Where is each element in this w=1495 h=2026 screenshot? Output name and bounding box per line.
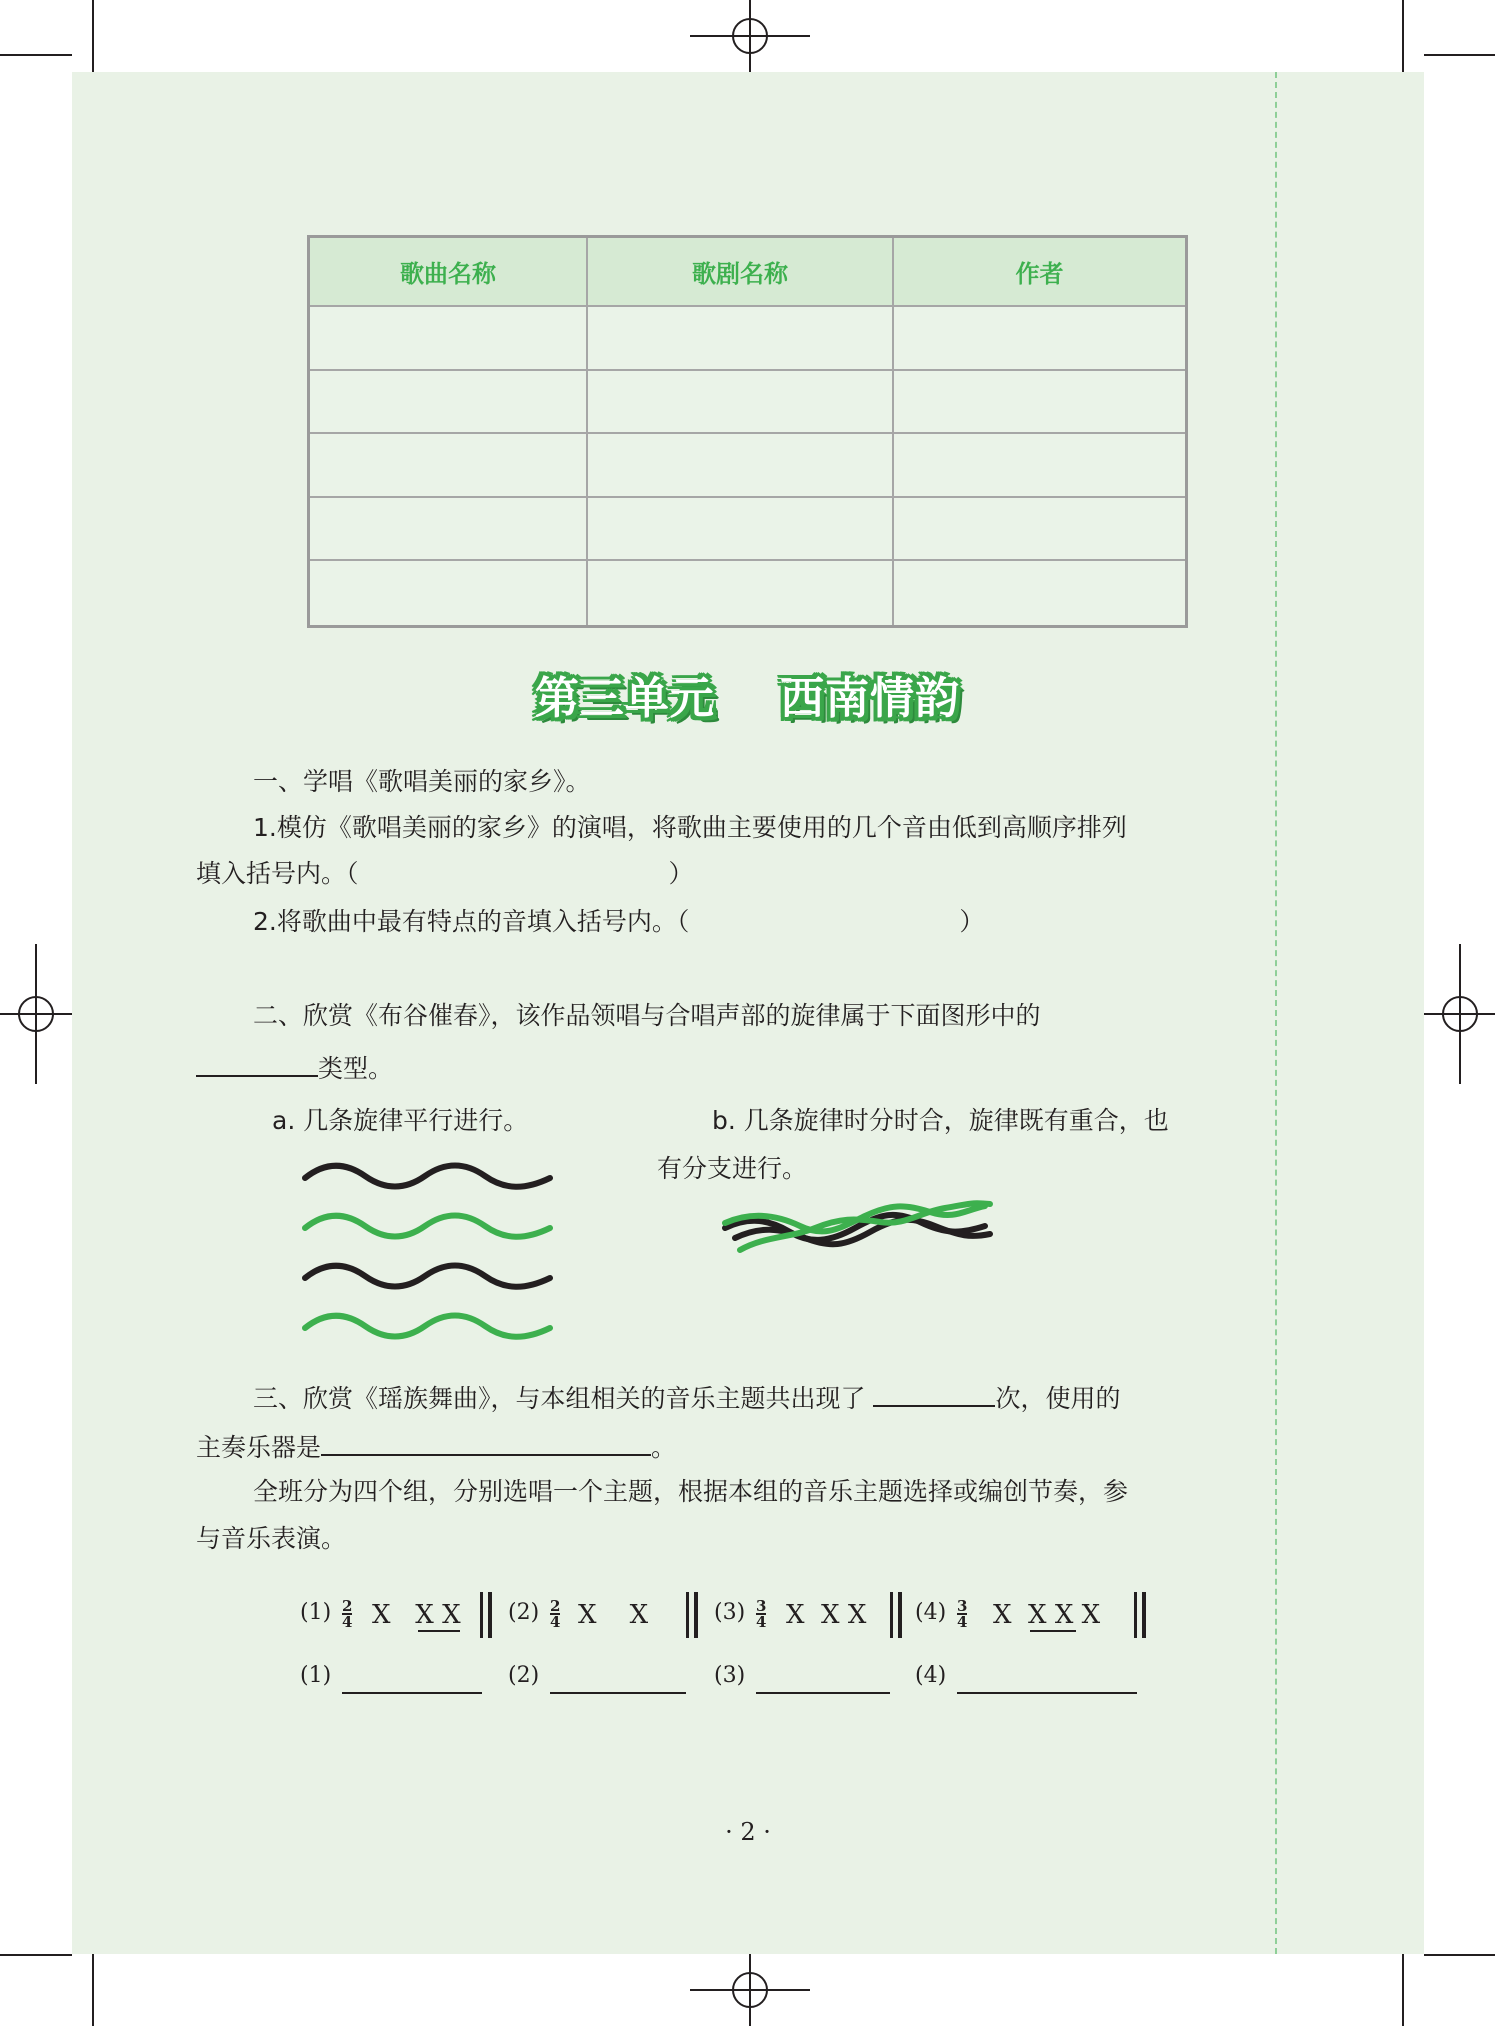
table-cell[interactable] bbox=[894, 561, 1185, 625]
crop-mark bbox=[1402, 1954, 1404, 2026]
table-cell[interactable] bbox=[310, 307, 588, 371]
barline bbox=[488, 1592, 492, 1638]
registration-mark-top bbox=[690, 0, 810, 72]
section1-q2 bbox=[253, 905, 984, 939]
section1-q1-line1: 1.模仿《歌唱美丽的家乡》的演唱，将歌曲主要使用的几个音由低到高顺序排列 bbox=[253, 813, 1127, 842]
option-a-text: a. 几条旋律平行进行。 bbox=[272, 1106, 529, 1135]
crop-mark bbox=[0, 54, 72, 56]
section2-blank[interactable] bbox=[196, 1049, 318, 1077]
table-cell[interactable] bbox=[894, 434, 1185, 498]
section1-q1-line2 bbox=[196, 857, 694, 891]
crop-mark bbox=[1402, 0, 1404, 72]
answer-label: (2) bbox=[508, 1663, 540, 1688]
converging-melody-figure bbox=[720, 1198, 1000, 1268]
q1-prefix: 填入括号内。（ bbox=[196, 859, 359, 888]
time-signature bbox=[756, 1599, 766, 1629]
beam bbox=[418, 1630, 460, 1632]
section2-suffix: 类型。 bbox=[318, 1054, 394, 1083]
barline bbox=[686, 1592, 689, 1638]
q1-suffix: ） bbox=[668, 859, 694, 888]
q2-suffix: ） bbox=[959, 907, 985, 936]
rhythm-notes: X X X X bbox=[993, 1600, 1101, 1630]
barline bbox=[694, 1592, 698, 1638]
instrument-suffix: 。 bbox=[651, 1433, 677, 1462]
rhythm-label: (3) bbox=[714, 1600, 746, 1625]
time-bottom: 4 bbox=[342, 1613, 353, 1631]
section2-heading-line1: 二、欣赏《布谷催春》，该作品领唱与合唱声部的旋律属于下面图形中的 bbox=[253, 1001, 1041, 1030]
page-number: · 2 · bbox=[725, 1818, 771, 1846]
table-cell[interactable] bbox=[588, 371, 894, 435]
instrument-blank[interactable] bbox=[321, 1428, 651, 1456]
registration-mark-bottom bbox=[690, 1954, 810, 2026]
crop-mark bbox=[1424, 54, 1495, 56]
answer-line-2[interactable] bbox=[550, 1692, 686, 1694]
time-bottom: 4 bbox=[550, 1613, 561, 1631]
table-cell[interactable] bbox=[310, 561, 588, 625]
instrument-prefix: 主奏乐器是 bbox=[196, 1433, 322, 1462]
time-signature bbox=[342, 1599, 352, 1629]
rhythm-label: (4) bbox=[915, 1600, 947, 1625]
answer-label: (4) bbox=[915, 1663, 947, 1688]
parallel-melody-figure bbox=[300, 1160, 560, 1360]
barline bbox=[1134, 1592, 1137, 1638]
section3-count-blank[interactable] bbox=[873, 1379, 995, 1407]
section3-prefix: 三、欣赏《瑶族舞曲》，与本组相关的音乐主题共出现了 bbox=[253, 1384, 866, 1413]
crop-mark bbox=[1424, 1954, 1495, 1956]
option-b-text-line2: 有分支进行。 bbox=[657, 1154, 808, 1183]
cut-line bbox=[1275, 72, 1277, 1954]
barline bbox=[890, 1592, 893, 1638]
answer-line-4[interactable] bbox=[957, 1692, 1137, 1694]
table-cell[interactable] bbox=[588, 561, 894, 625]
section3-para-line2: 与音乐表演。 bbox=[196, 1524, 347, 1553]
section1-heading: 一、学唱《歌唱美丽的家乡》。 bbox=[253, 767, 591, 796]
crop-mark bbox=[92, 0, 94, 72]
table-cell[interactable] bbox=[588, 434, 894, 498]
table-header-author: 作者 bbox=[894, 238, 1185, 307]
answer-label: (3) bbox=[714, 1663, 746, 1688]
barline bbox=[1142, 1592, 1146, 1638]
table-cell[interactable] bbox=[894, 498, 1185, 562]
table-header-song: 歌曲名称 bbox=[310, 238, 588, 307]
time-top: 2 bbox=[550, 1597, 561, 1615]
section3-line1 bbox=[253, 1379, 1120, 1416]
option-b-text-line1: b. 几条旋律时分时合，旋律既有重合，也 bbox=[712, 1106, 1169, 1135]
section3-line2 bbox=[196, 1428, 676, 1465]
answer-line-1[interactable] bbox=[342, 1692, 482, 1694]
table-cell[interactable] bbox=[588, 498, 894, 562]
table-cell[interactable] bbox=[894, 307, 1185, 371]
q2-prefix: 2.将歌曲中最有特点的音填入括号内。（ bbox=[253, 907, 690, 936]
answer-line-3[interactable] bbox=[756, 1692, 890, 1694]
time-top: 3 bbox=[756, 1597, 767, 1615]
rhythm-label: (1) bbox=[300, 1600, 332, 1625]
rhythm-notes: X X bbox=[578, 1600, 649, 1630]
time-bottom: 4 bbox=[957, 1613, 968, 1631]
table-cell[interactable] bbox=[894, 371, 1185, 435]
table-cell[interactable] bbox=[588, 307, 894, 371]
table-header-opera: 歌剧名称 bbox=[588, 238, 894, 307]
registration-mark-left bbox=[0, 944, 72, 1084]
table-cell[interactable] bbox=[310, 498, 588, 562]
time-bottom: 4 bbox=[756, 1613, 767, 1631]
section2-heading-line2 bbox=[196, 1049, 393, 1086]
song-table bbox=[307, 235, 1188, 628]
answer-label: (1) bbox=[300, 1663, 332, 1688]
time-top: 3 bbox=[957, 1597, 968, 1615]
time-top: 2 bbox=[342, 1597, 353, 1615]
rhythm-label: (2) bbox=[508, 1600, 540, 1625]
rhythm-notes: X X X bbox=[786, 1600, 867, 1630]
barline bbox=[480, 1592, 483, 1638]
crop-mark bbox=[0, 1954, 72, 1956]
section3-para-line1: 全班分为四个组，分别选唱一个主题，根据本组的音乐主题选择或编创节奏，参 bbox=[253, 1477, 1129, 1506]
time-signature bbox=[957, 1599, 967, 1629]
barline bbox=[898, 1592, 902, 1638]
table-cell[interactable] bbox=[310, 434, 588, 498]
time-signature bbox=[550, 1599, 560, 1629]
registration-mark-right bbox=[1424, 944, 1495, 1084]
unit-title: 第三单元 西南情韵 bbox=[534, 673, 961, 724]
rhythm-notes: X X X bbox=[372, 1600, 461, 1630]
beam bbox=[1030, 1630, 1076, 1632]
table-cell[interactable] bbox=[310, 371, 588, 435]
section3-suffix: 次，使用的 bbox=[995, 1384, 1121, 1413]
crop-mark bbox=[92, 1954, 94, 2026]
